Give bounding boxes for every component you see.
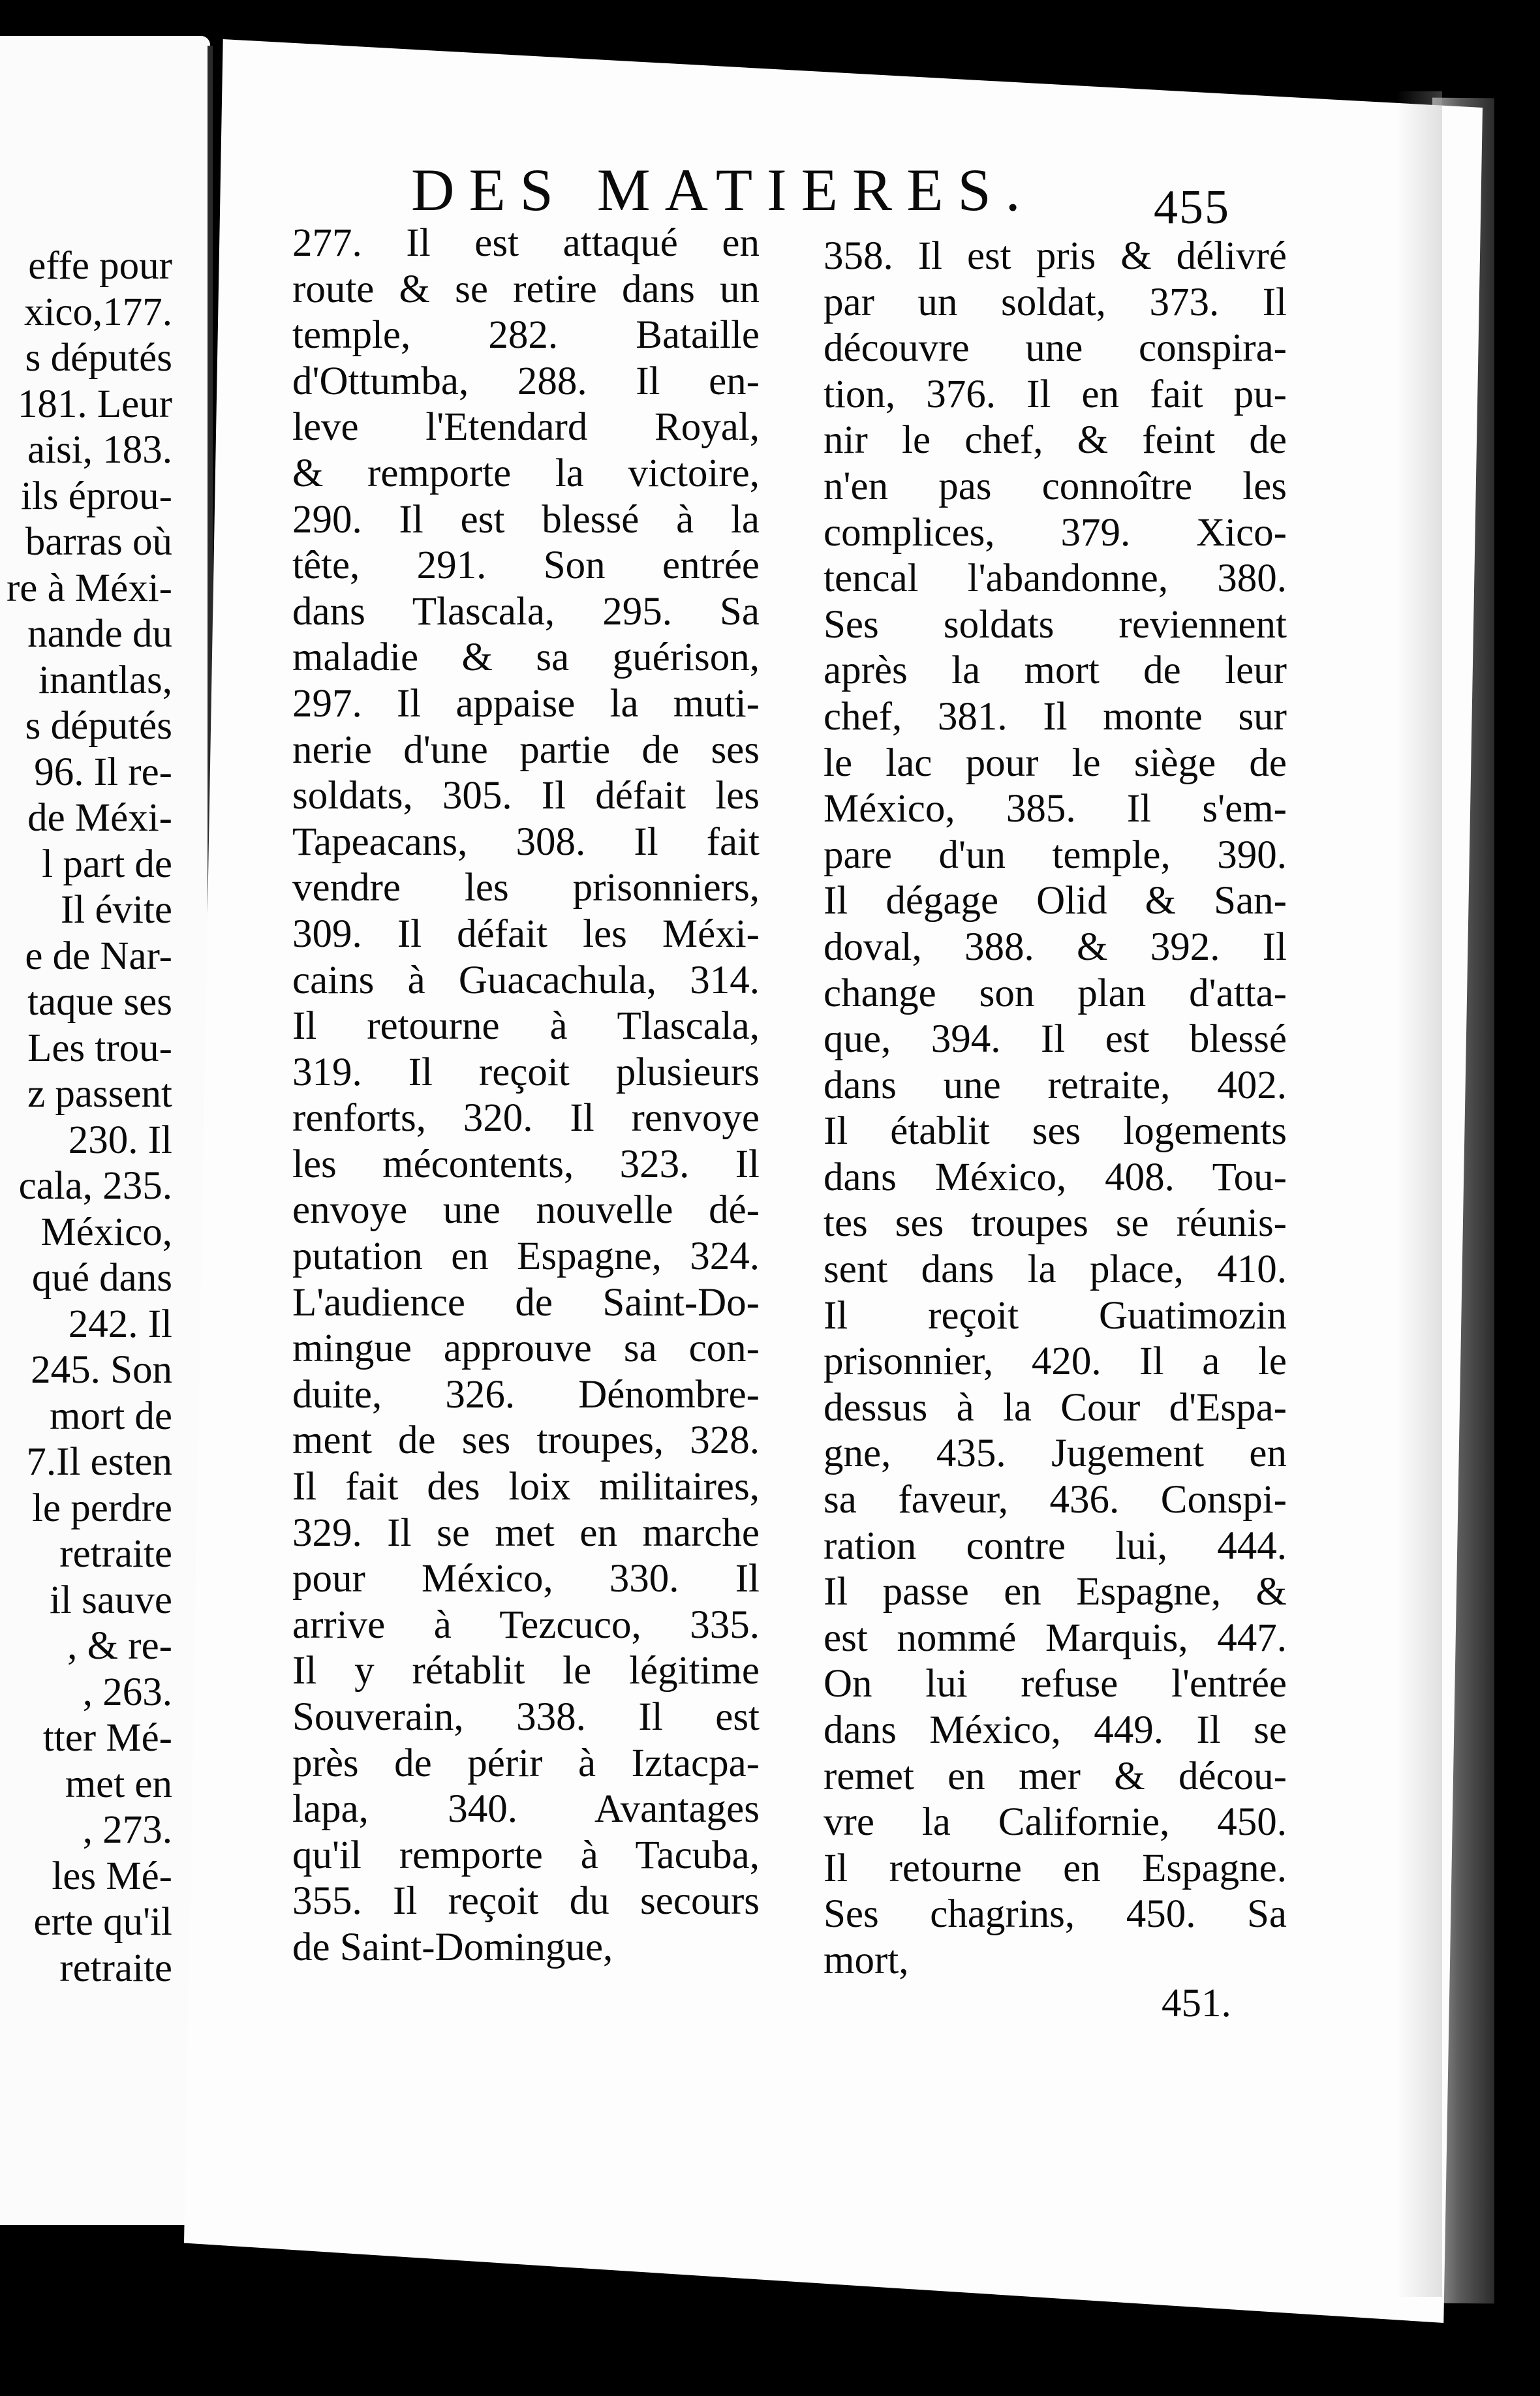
final-page-reference: 451. (1162, 1982, 1231, 2025)
index-column-right (824, 234, 1287, 1984)
index-line: mort, (824, 1938, 909, 1982)
index-line: que, 394. Il est blessé (824, 1017, 1287, 1062)
index-line: ration contre lui, 444. (824, 1524, 1287, 1568)
left-page-line: met en (65, 1762, 172, 1806)
index-line: lapa, 340. Avantages (292, 1787, 760, 1832)
left-page-line: l part de (42, 842, 172, 886)
left-page-line: ils éprou- (20, 474, 172, 518)
index-line: vendre les prisonniers, (292, 866, 760, 910)
index-line: Il fait des loix militaires, (292, 1465, 760, 1509)
index-line: Ses soldats reviennent (824, 602, 1287, 647)
index-line: 319. Il reçoit plusieurs (292, 1050, 760, 1094)
index-line: ment de ses troupes, 328. (292, 1419, 760, 1463)
left-page-line: xico,177. (23, 290, 172, 334)
left-page-line: mort de (49, 1394, 172, 1438)
index-line: découvre une conspira- (824, 326, 1287, 371)
index-line: dans une retraite, 402. (824, 1063, 1287, 1107)
left-page-line: de Méxi- (27, 796, 172, 840)
index-line: remet en mer & décou- (824, 1754, 1287, 1798)
index-line: 277. Il est attaqué en (292, 221, 760, 265)
index-line: 309. Il défait les Méxi- (292, 912, 760, 956)
index-line: sa faveur, 436. Conspi- (824, 1478, 1287, 1522)
index-line: tencal l'abandonne, 380. (824, 557, 1287, 601)
index-line: Tapeacans, 308. Il fait (292, 820, 760, 864)
index-line: Il passe en Espagne, & (824, 1570, 1287, 1614)
left-page-line: tter Mé- (42, 1716, 172, 1760)
left-page-line: cala, 235. (18, 1164, 172, 1208)
left-page-line: Les trou- (27, 1026, 172, 1070)
index-line: leve l'Etendard Royal, (292, 405, 760, 450)
left-page-text (0, 243, 172, 1991)
index-line: vre la Californie, 450. (824, 1800, 1287, 1845)
left-page-line: erte qu'il (33, 1900, 172, 1944)
index-line: 358. Il est pris & délivré (824, 234, 1287, 278)
index-line: dans Tlascala, 295. Sa (292, 589, 760, 634)
index-line: change son plan d'atta- (824, 971, 1287, 1015)
index-line: Ses chagrins, 450. Sa (824, 1892, 1287, 1937)
index-line: dans México, 408. Tou- (824, 1155, 1287, 1199)
index-line: On lui refuse l'entrée (824, 1662, 1287, 1706)
index-line: les mécontents, 323. Il (292, 1142, 760, 1186)
left-page-line: s députés (25, 704, 172, 748)
left-page-line: nande du (27, 612, 172, 656)
left-page-line: les Mé- (52, 1854, 172, 1898)
left-page-line: s députés (25, 336, 172, 380)
left-page-line: Il évite (60, 888, 172, 932)
index-line: chef, 381. Il monte sur (824, 694, 1287, 739)
index-column-left (292, 221, 760, 1971)
index-line: Souverain, 338. Il est (292, 1695, 760, 1739)
left-page-line: 181. Leur (17, 382, 172, 426)
index-line: par un soldat, 373. Il (824, 280, 1287, 324)
left-page-line: retraite (59, 1532, 172, 1576)
index-line: renforts, 320. Il renvoye (292, 1096, 760, 1141)
index-line: putation en Espagne, 324. (292, 1235, 760, 1279)
left-page-line: e de Nar- (25, 934, 172, 978)
index-line: tion, 376. Il en fait pu- (824, 372, 1287, 416)
index-line: Il y rétablit le légitime (292, 1649, 760, 1693)
left-page-line: il sauve (49, 1578, 172, 1622)
index-line: envoye une nouvelle dé- (292, 1188, 760, 1233)
index-line: pare d'un temple, 390. (824, 833, 1287, 877)
index-line: Il dégage Olid & San- (824, 879, 1287, 923)
left-page-line: , 273. (82, 1808, 172, 1852)
index-line: de Saint-Domingue, (292, 1925, 613, 1969)
left-page-line: , & re- (67, 1624, 172, 1668)
left-page-line: aisi, 183. (27, 428, 172, 472)
index-line: Il retourne à Tlascala, (292, 1004, 760, 1049)
index-line: 290. Il est blessé à la (292, 497, 760, 542)
left-page-line: z passent (27, 1072, 172, 1116)
index-line: prisonnier, 420. Il a le (824, 1340, 1287, 1384)
index-line: temple, 282. Bataille (292, 313, 760, 358)
left-page-line: effe pour (28, 244, 172, 288)
index-line: maladie & sa guérison, (292, 636, 760, 680)
index-line: qu'il remporte à Tacuba, (292, 1833, 760, 1877)
index-line: dessus à la Cour d'Espa- (824, 1385, 1287, 1430)
left-page-line: le perdre (31, 1486, 172, 1530)
index-line: L'audience de Saint-Do- (292, 1280, 760, 1325)
index-line: près de périr à Iztacpa- (292, 1741, 760, 1785)
index-line: 297. Il appaise la muti- (292, 681, 760, 726)
index-line: & remporte la victoire, (292, 451, 760, 495)
index-line: 329. Il se met en marche (292, 1511, 760, 1555)
left-page-line: qué dans (31, 1256, 172, 1300)
index-line: Il retourne en Espagne. (824, 1846, 1287, 1890)
left-page-line: retraite (59, 1946, 172, 1990)
index-line: gne, 435. Jugement en (824, 1432, 1287, 1476)
index-line: nir le chef, & feint de (824, 418, 1287, 463)
index-line: après la mort de leur (824, 649, 1287, 693)
index-line: est nommé Marquis, 447. (824, 1616, 1287, 1660)
left-page-line: taque ses (27, 980, 172, 1024)
index-line: dans México, 449. Il se (824, 1708, 1287, 1752)
left-page-line: México, (40, 1210, 172, 1254)
index-line: tes ses troupes se réunis- (824, 1201, 1287, 1246)
index-line: complices, 379. Xico- (824, 510, 1287, 555)
left-page-line: inantlas, (38, 658, 172, 702)
index-line: tête, 291. Son entrée (292, 544, 760, 588)
page-curl-shadow (1396, 91, 1442, 2297)
left-page-line: re à Méxi- (6, 566, 172, 610)
left-page-line: , 263. (82, 1670, 172, 1714)
page-number: 455 (1154, 181, 1230, 234)
index-line: soldats, 305. Il défait les (292, 774, 760, 818)
index-line: duite, 326. Dénombre- (292, 1372, 760, 1417)
index-line: nerie d'une partie de ses (292, 728, 760, 772)
index-line: sent dans la place, 410. (824, 1248, 1287, 1292)
index-line: 355. Il reçoit du secours (292, 1879, 760, 1924)
index-line: Il reçoit Guatimozin (824, 1293, 1287, 1338)
index-line: route & se retire dans un (292, 267, 760, 311)
index-line: cains à Guacachula, 314. (292, 958, 760, 1002)
left-page-line: 7.Il esten (26, 1440, 172, 1484)
left-page-line: 96. Il re- (34, 750, 172, 794)
index-line: México, 385. Il s'em- (824, 787, 1287, 831)
index-line: pour México, 330. Il (292, 1557, 760, 1601)
index-line: mingue approuve sa con- (292, 1327, 760, 1371)
left-page-line: barras où (25, 520, 172, 564)
index-line: Il établit ses logements (824, 1109, 1287, 1154)
index-line: arrive à Tezcuco, 335. (292, 1603, 760, 1647)
index-line: n'en pas connoître les (824, 464, 1287, 508)
index-line: le lac pour le siège de (824, 741, 1287, 785)
index-line: doval, 388. & 392. Il (824, 925, 1287, 969)
left-page-fragment (0, 36, 210, 2225)
left-page-line: 242. Il (68, 1302, 172, 1346)
index-line: d'Ottumba, 288. Il en- (292, 359, 760, 403)
running-header: DES MATIERES. (411, 157, 1035, 223)
left-page-line: 230. Il (68, 1118, 172, 1162)
left-page-line: 245. Son (31, 1348, 172, 1392)
